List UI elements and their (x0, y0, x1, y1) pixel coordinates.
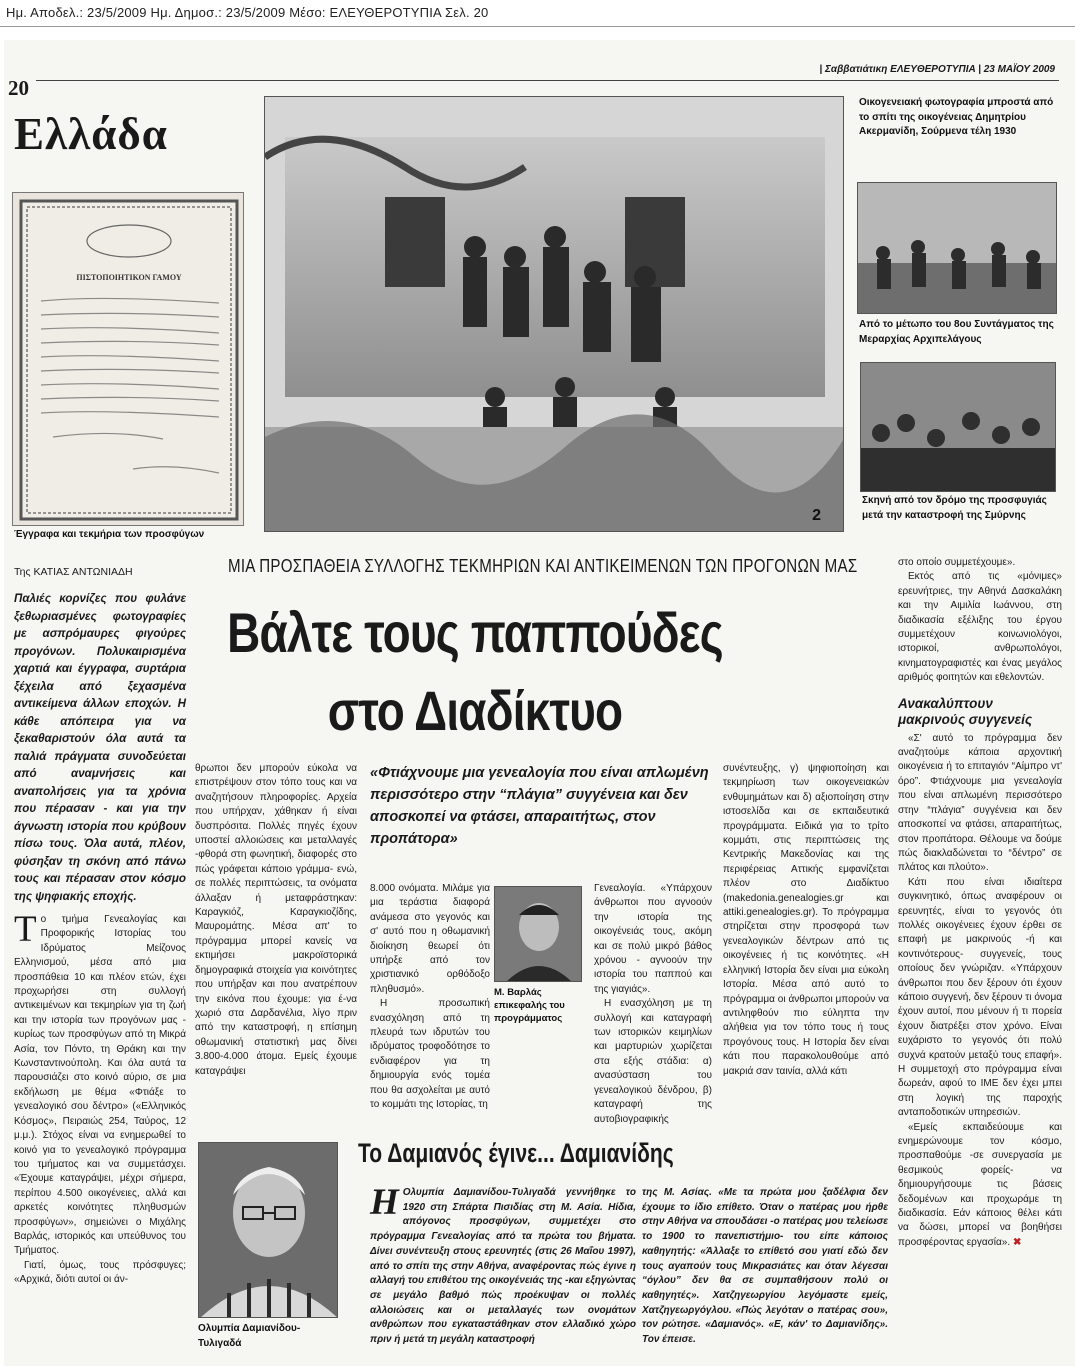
caption-varlas: Μ. Βαρλάς επικεφαλής του προγράμματος (494, 987, 565, 1024)
sidebar-headline: Το Δαμιανός έγινε... Δαμιανίδης (358, 1138, 674, 1168)
kicker: ΜΙΑ ΠΡΟΣΠΑΘΕΙΑ ΣΥΛΛΟΓΗΣ ΤΕΚΜΗΡΙΩΝ ΚΑΙ ΑΝΤΙΚΕΙΜΕΝΩΝ ΤΩΝ ΠΡΟΓΟΝΩΝ ΜΑΣ (228, 556, 858, 576)
front-photo (857, 182, 1057, 314)
column-6-text-5-body: «Εμείς εκπαιδεύουμε και ενημερώνουμε τον κόσμο, προσπαθούμε -σε συνεργασία με θεσμικούς φορείς- να δημιουργήσουμε τις βάσεις δεδομένων και προχωράμε τη διαδικασία. Εάν κάποιος θέλει κάτι να δώσει, μπορεί να βοηθήσει προσφέροντας εργασία». (898, 1121, 1062, 1248)
sidebar-text-2: της Μ. Ασίας. «Με τα πρώτα μου ξαδέλφια δεν έχουμε το ίδιο επίθετο. Όταν ο πατέρας μου ήρθε στην Αθήνα να σπουδάσει -ο πατέρας μου τελείωσε το 1900 το πανεπιστήμιο- του είπε κάποιος καθηγητής: «Άλλαξε το επίθετό σου γιατί εδώ δεν τους αγαπούν τους Μικρασιάτες και όταν λέγεσαι “όγλου” δεν θα σε συμπαθήσουν πολύ οι καθηγητές». Χατζηγεωργίου λεγόμαστε εμείς, Χατζηγεωργόγλου. «Πώς λεγόταν ο πατέρας σου», τον ρώτησε. «Δαμιανός». «Ε, κάν' το Δαμιανίδης». Τον έπεισε. (642, 1187, 888, 1346)
sidebar-column-2 (642, 1186, 888, 1348)
byline: Της ΚΑΤΙΑΣ ΑΝΤΩΝΙΑΔΗ (14, 566, 133, 578)
column-1 (14, 909, 186, 1288)
headline-line-2: στο Διαδίκτυο (327, 679, 623, 742)
top-rule (36, 80, 1059, 81)
sidebar-text-1: Ολυμπία Δαμιανίδου-Τυλιγαδά γεννήθηκε το 1920 στη Σπάρτα Πισιδίας στη Μ. Ασία. Ηίδια, απόγονος προσφύγων, συμμετέχει στο πρόγραμμα Γενεαλογίας από τα πρώτα του βήματα. Δίνει συνέντευξη στους ερευνητές (στις 26 Μαΐου 1997), από το σπίτι της στην Αθήνα, αναφέροντας πώς έγινε η αλλαγή του επιθέτου της οικογένειάς της -και εξηγώντας σε μεγάλο βαθμό πώς προέκυψαν οι πολλές αλλοιώσεις και οι μεταλλαγές των ονομάτων ανθρώπων που εγκαταστάθηκαν στον ελλαδικό χώρο πριν ή μετά τη μεγάλη καταστροφή (370, 1187, 636, 1346)
column-5 (723, 762, 889, 1079)
family-photo (264, 96, 844, 532)
olympia-illustration (199, 1143, 338, 1318)
column-6-text-5 (898, 1121, 1062, 1251)
column-4 (594, 882, 712, 1127)
section-title: Ελλάδα (14, 109, 168, 159)
column-4-text-2: Η ενασχόληση με τη συλλογή και καταγραφή των ιστορικών κειμηλίων και μαρτυριών χωρίζεται στα εξής στάδια: α) ανασύσταση του γενεαλογικού δένδρου, β) καταγραφή της αυτοβιογραφικής (594, 998, 712, 1125)
page-number: 20 (8, 76, 29, 100)
column-6-text-3: «Σ' αυτό το πρόγραμμα δεν αναζητούμε κάποια αρχοντική οικογένεια ή το επιταγιόν “Αίμπρο ντ' όρο”. Φτιάχνουμε μια γενεαλογία που είναι απλωμένη περισσότερο στην “πλάγια” συγγένεια και δεν αποσκοπεί να φτάσει, απαραιτήτως, στον προπάτορα. Θέλουμε να δούμε πώς διακλαδώνεται το “δέντρο” σε πλάτος και πλούτο». (898, 732, 1062, 874)
pullquote: «Φτιάχνουμε μια γενεαλογία που είναι απλωμένη περισσότερο στην “πλάγια” συγγένεια και δεν αποσκοπεί να φτάσει, απαραιτήτως, στον προπάτορα» (370, 765, 709, 847)
column-3-text: 8.000 ονόματα. Μιλάμε για μια τεράστια διαφορά ανάμεσα στο γεγονός και σ' αυτό που η οθωμανική διοίκηση θεωρεί ότι υπήρξε από τον χριστιανικό ορθόδοξο πληθυσμό». (370, 883, 490, 995)
caption-front-photo: Από το μέτωπο του 8ου Συντάγματος της Μεραρχίας Αρχιπελάγους (859, 319, 1054, 345)
sidebar-column-1 (370, 1182, 636, 1348)
column-2-text: θρωποι δεν μπορούν εύκολα να επιστρέψουν στον τόπο τους και να αναζητήσουν πληροφορίες. Αρχεία που υπήρχαν, χάθηκαν ή είναι δυσπρόσιτα. Πολλές πηγές έχουν υποστεί αλλοιώσεις και μεταλλαγές -φθορά στη φωνητική, διαφορές στο πώς γράφεται κάποιο γράμμα- ενώ, σε πολλές περιπτώσεις, τα ονόματα άλλαξαν ή μεταφράστηκαν: Καραγκιόζ, Καραγκιοζίδης, Μαυρομάτης. Μέσα απ' το πρόγραμμα μπορεί κανείς να εκτιμήσει μακροϊστορικά δημογραφικά στοιχεία για κοινότητες που υπήρξαν και που ανατρέπουν την εικόνα που έχουμε: για έ-να χωριό στα Δαρδανέλια, λίγο πριν από την καταστροφή, η επίσημη οθωμανική στατιστική μας δίνει 3.800-4.000 άτομα. Εμείς έχουμε καταγράψει (195, 763, 357, 1077)
varlas-portrait (494, 886, 582, 982)
front-photo-illustration (858, 183, 1057, 314)
street-photo-illustration (861, 363, 1056, 492)
end-mark: ✖ (1012, 1236, 1022, 1248)
certificate-illustration (13, 193, 245, 527)
column-6-text-2: Εκτός από τις «μόνιμες» ερευνήτριες, την Αθηνά Δασκαλάκη και την Αιμιλία Ιωάννου, στη διαδικασία εξέλιξης του έργου συμμετέχουν κοινωνιολόγοι, ιστορικοί, ανθρωπολόγοι, κινηματογραφιστές και ένας μεγάλος αριθμός φοιτητών και εθελοντών. (898, 571, 1062, 684)
column-1-text-2: Γιατί, όμως, τους πρόσφυγες; «Αρχικά, διότι αυτοί οι άν- (14, 1259, 186, 1286)
lead-paragraph: Παλιές κορνίζες που φυλάνε ξεθωριασμένες φωτογραφίες με ασπρόμαυρες φιγούρες προγόνων. Πολυκαιρισμένα χαρτιά και έγγραφα, συρτάρια ξέχειλα από ξεχασμένα αντικείμενα άλλων εποχών. Η κάθε απόπειρα για να ξεκαθαριστούν όλα αυτά τα παλιά πράγματα συνοδεύεται από αναμνήσεις και αναπολήσεις για τα χρόνια που πέρασαν - και για την άγνωστη ιστορία που κρύβουν πίσω τους. Όλα αυτά, πλέον, φύσηξαν τη σκόνη από πάνω τους και πέρασαν στον κόσμο της ψηφιακής εποχής. (14, 592, 186, 903)
olympia-portrait (198, 1142, 338, 1318)
column-5-text: συνέντευξης, γ) ψηφιοποίηση και τεκμηρίωση των οικογενειακών ενθυμημάτων και δ) αξιοποίηση στην ιστοσελίδα και σε εκπαιδευτικά προγράμματα. Ειδικά για το τρίτο κομμάτι, στις περιπτώσεις της Κεντρικής Μακεδονίας και της περιφέρειας Αττικής εμφανίζεται πλέον στο Διαδίκτυο (makedonia.genealogies.gr και attiki.genealogies.gr). Το πρόγραμμα στηρίζεται στην προσφορά των γενεαλογικών δέντρων από τις οικογένειες ή τις κοινότητες. «Η ελληνική Ιστορία δεν είναι μια εύκολη Ιστορία. Μέσα από αυτό το πρόγραμμα οι άνθρωποι μπορούν να αντιληφθούν πιο εύληπτα την αλήθεια για τον τόπο τους ή τους προγόνους τους. Η Ιστορία δεν είναι κάτι που παρακολουθούμε από μακριά σαν ταινία, αλλά κάτι (723, 763, 889, 1077)
photo-number: 2 (812, 507, 821, 524)
column-1-text: ο τμήμα Γενεαλογίας και Προφορικής Ιστορίας του Ιδρύματος Μείζονος Ελληνισμού, μέσα από μια προσπάθεια 10 και πλέον ετών, έχει προχωρήσει στη συλλογή αντικειμένων και τεκμηρίων για τη ζωή και την ιστορία των προγόνων μας - κυρίως των προσφύγων από τη Μικρά Ασία, τον Πόντο, τη Θράκη και την Κωνσταντινούπολη. Και όλα αυτά τα παρουσιάζει στο κοινό αύριο, σε μια εκδήλωση με θέμα «Φτιάξε το γενεαλογικό σου δέντρο» («Ελληνικός Κόσμος», Πειραιώς 254, Ταύρος, 12 μ.μ.). Στόχος είναι να ενημερωθεί το κοινό για το γενεαλογικό πρόγραμμα του τμήματος και να συμμετάσχει. «Έχουμε καταγράψει, μέχρι σήμερα, περίπου 4.500 οικογένειες, αλλά και αρκετές κοινότητες πληθυσμών προσφύγων», σημειώνει ο Μιχάλης Βαρλάς, ιστορικός και υπεύθυνος του Τμήματος. (14, 914, 186, 1257)
street-photo (860, 362, 1056, 492)
column-2 (195, 762, 357, 1079)
column-4-text: Γενεαλογία. «Υπάρχουν άνθρωποι που αγνοούν την ιστορία της οικογένειάς τους, ακόμη και σε πολύ μικρό βάθος χρόνου - αγνοούν την ιστορία του παππού και της γιαγιάς». (594, 883, 712, 995)
certificate-title: ΠΙΣΤΟΠΟΙΗΤΙΚΟΝ ΓΑΜΟΥ (76, 273, 182, 282)
headline-line-1: Βάλτε τους παππούδες (227, 601, 723, 664)
varlas-illustration (495, 887, 582, 982)
caption-main-photo: Οικογενειακή φωτογραφία μπροστά από το σπίτι της οικογένειας Δημητρίου Ακερμανίδη, Σούρμενα τέλη 1930 (859, 97, 1054, 137)
marriage-certificate-image (12, 192, 244, 526)
caption-documents: Έγγραφα και τεκμήρια των προσφύγων (14, 529, 205, 540)
masthead: | Σαββατιάτικη ΕΛΕΥΘΕΡΟΤΥΠΙΑ | 23 ΜΑΪΟΥ 2009 (819, 64, 1055, 75)
sidebar-drop-cap: Η (370, 1182, 399, 1223)
clip-header: Ημ. Αποδελ.: 23/5/2009 Ημ. Δημοσ.: 23/5/2009 Μέσο: ΕΛΕΥΘΕΡΟΤΥΠΙΑ Σελ. 20 (0, 0, 1075, 27)
column-3 (370, 882, 490, 1113)
subhead: Ανακαλύπτουν μακρινούς συγγενείς (898, 695, 1033, 727)
column-6-text-4: Κάτι που είναι ιδιαίτερα συγκινητικό, όπως αναφέρουν οι ερευνητές, είναι το γεγονός ότι πολλές οικογένειες έχουν έρθει σε επαφή με μακρινούς -ή και κοντινότερους- συγγενείς, τους οποίους δεν γνώριζαν. «Υπάρχουν άνθρωποι που δεν ξέρουν ότι έχουν κάποιο συγγενή, δεν ξέρουν τι όνομα έχουν αυτοί, που μένουν ή τι πορεία έχουν διατρέξει στον χρόνο. Είναι ευχάριστο το γεγονός ότι πολύ συχνά κρατούν μεταξύ τους επαφή». Η συμμετοχή στο πρόγραμμα είναι δωρεάν, αφού το ΙΜΕ δεν έχει μπει στη λογική της παροχής ανταποδοτικών υπηρεσιών. (898, 876, 1062, 1119)
caption-olympia: Ολυμπία Δαμιανίδου-Τυλιγαδά (198, 1323, 301, 1349)
drop-cap: Τ (14, 909, 37, 950)
caption-street-photo: Σκηνή από τον δρόμο της προσφυγιάς μετά την καταστροφή της Σμύρνης (862, 495, 1047, 521)
column-6-text: στο οποίο συμμετέχουμε». (898, 557, 1016, 568)
column-6 (898, 556, 1062, 1250)
family-photo-illustration (265, 97, 844, 532)
column-3-text-2: Η προσωπική ενασχόληση από τη πλευρά των ιδρυτών του ιδρύματος τροφοδότησε το ενδιαφέρον για τη δημιουργία ενός τομέα που θα ασχολείται με αυτό το κομμάτι της Ιστορίας, τη (370, 998, 490, 1111)
